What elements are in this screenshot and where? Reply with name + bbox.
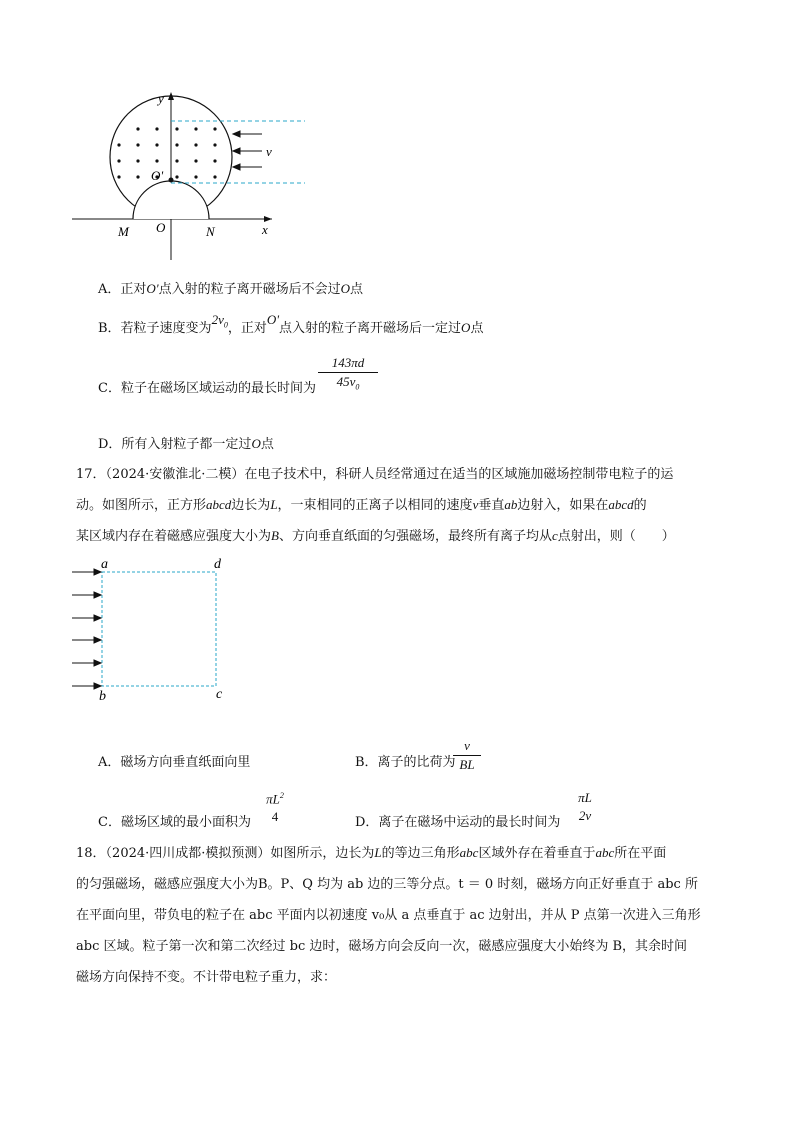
num-main: πL [266, 791, 280, 807]
q18-line-5: 磁场方向保持不变。不计带电粒子重力，求： [76, 970, 337, 985]
field-dot [117, 175, 120, 178]
n-label: N [206, 224, 215, 239]
q16-option-a [98, 278, 363, 297]
option-b-text: B．离子的比荷为 [355, 755, 456, 770]
option-b-prefix: B．若粒子速度变为 [98, 321, 212, 336]
field-dot [136, 175, 139, 178]
speed-2v0 [211, 312, 228, 330]
q16-option-b [98, 312, 484, 338]
arrow-head [94, 569, 101, 575]
fraction-v-over-bl [453, 738, 481, 773]
fraction-numerator: πL [578, 790, 592, 805]
fraction-pil2-over-4 [260, 791, 290, 825]
inner-semicircle [133, 181, 209, 219]
field-dot [175, 143, 178, 146]
arrow-head [94, 660, 101, 666]
arrow-head [94, 637, 101, 643]
option-a-prefix: A．正对 [98, 282, 147, 297]
x-axis-label: x [262, 222, 268, 237]
text: 如图所示，边长为 [270, 846, 375, 861]
q18-line-2: 的匀强磁场，磁感应强度大小为B。P、Q 均为 ab 边的三等分点。t ＝ 0 时刻，磁场方向正好垂直于 abc 所 [76, 877, 698, 892]
q18-line-4: abc 区域。粒子第一次和第二次经过 bc 边时，磁场方向会反向一次，磁感应强度大小始终为 B，其余时间 [76, 939, 688, 954]
corner-b: b [99, 689, 106, 704]
q17-option-d [355, 811, 560, 830]
field-dot [117, 159, 120, 162]
fraction-143pid [318, 355, 378, 392]
fraction-numerator [260, 791, 290, 808]
num-superscript: 2 [279, 791, 284, 800]
var-c: c [551, 528, 558, 543]
text: 的等边三角形 [381, 846, 460, 861]
field-dot [175, 127, 178, 130]
option-b-text: 点入射的粒子离开磁场后一定过 [279, 321, 462, 336]
field-dot [213, 143, 216, 146]
fraction-denominator: BL [459, 757, 475, 772]
velocity-arrows [233, 131, 262, 170]
point-o-prime: O' [146, 281, 159, 296]
option-d-prefix: D．所有入射粒子都一定过 [98, 437, 252, 452]
corner-a: a [101, 557, 108, 572]
y-axis-label: y [158, 91, 164, 106]
text: 边射入，如果在 [517, 498, 609, 513]
field-dot [175, 175, 178, 178]
field-dot [213, 175, 216, 178]
option-a-text: A．磁场方向垂直纸面向里 [98, 755, 251, 770]
option-c-text: C．磁场区域的最小面积为 [98, 815, 251, 830]
option-d-suffix: 点 [260, 437, 274, 452]
question-source: （2024·四川成都·模拟预测） [105, 846, 271, 861]
var-v: v [472, 497, 479, 512]
point-o: O [251, 436, 261, 451]
v-label: v [266, 144, 272, 159]
magnetic-field-circle-diagram [70, 88, 310, 268]
square-region-diagram [66, 552, 236, 704]
den-subscript: 0 [355, 382, 360, 392]
arrow-head [94, 615, 101, 621]
field-dot [194, 175, 197, 178]
question-number: 17． [76, 467, 106, 482]
field-dot [155, 127, 158, 130]
q16-option-c [98, 377, 316, 396]
m-label: M [118, 224, 129, 239]
var-b: B [271, 528, 279, 543]
q17-option-a [98, 751, 250, 770]
incoming-arrows [72, 569, 101, 689]
arrow-head [94, 592, 101, 598]
field-dot [136, 127, 139, 130]
field-dot [155, 159, 158, 162]
fraction-numerator: v [453, 738, 481, 756]
field-dot [136, 143, 139, 146]
text: 边长为 [231, 498, 271, 513]
question-source: （2024·安徽淮北·二模） [105, 467, 245, 482]
question-number: 18． [76, 846, 106, 861]
square-abcd [102, 572, 216, 686]
field-dot [155, 143, 158, 146]
q17-line-2 [76, 494, 647, 513]
q16-option-d [98, 433, 274, 452]
q18-line-1 [76, 842, 666, 861]
field-dot [194, 127, 197, 130]
var-abcd: abcd [608, 497, 634, 512]
field-dot [194, 143, 197, 146]
text: 动。如图所示，正方形 [76, 498, 207, 513]
corner-d: d [214, 557, 221, 572]
q18-line-3: 在平面向里，带负电的粒子在 abc 平面内以初速度 v₀从 a 点垂直于 ac 边射出，并从 P 点第一次进入三角形 [76, 908, 701, 923]
origin-label: O [156, 220, 166, 235]
center-label: O' [151, 168, 164, 183]
text: 某区域内存在着磁感应强度大小为 [76, 529, 272, 544]
var-ab: ab [504, 497, 518, 512]
option-d-text: D．离子在磁场中运动的最长时间为 [355, 815, 561, 830]
var-l: L [374, 845, 382, 860]
fraction-pil-over-2v [572, 790, 598, 824]
var-l: L [270, 497, 278, 512]
field-dot [175, 159, 178, 162]
fraction-denominator: 2v [578, 808, 592, 823]
q17-line-1 [76, 463, 673, 482]
text: ，一束相同的正离子以相同的速度 [277, 498, 473, 513]
field-dots [117, 127, 216, 178]
point-o-prime: O' [266, 312, 280, 327]
var-abc: abc [459, 845, 479, 860]
var-abc: abc [595, 845, 615, 860]
var-abcd: abcd [206, 497, 232, 512]
q17-option-b [355, 751, 456, 770]
text: 区域外存在着垂直于 [478, 846, 596, 861]
fraction-numerator: 143πd [318, 355, 378, 373]
text: 点射出，则（ ） [557, 529, 675, 544]
field-dot [194, 159, 197, 162]
field-dot [117, 143, 120, 146]
option-c-prefix: C．粒子在磁场区域运动的最长时间为 [98, 381, 316, 396]
field-dot [213, 159, 216, 162]
option-b-mid: ，正对 [227, 321, 267, 336]
text: 垂直 [478, 498, 505, 513]
corner-c: c [216, 687, 223, 702]
speed-subscript: 0 [223, 320, 228, 330]
text: 的 [633, 498, 647, 513]
option-a-text: 点入射的粒子离开磁场后不会过 [158, 282, 341, 297]
text: 所在平面 [614, 846, 667, 861]
fraction-denominator [318, 373, 378, 392]
q17-line-3 [76, 525, 675, 544]
question-text: 在电子技术中，科研人员经常通过在适当的区域施加磁场控制带电粒子的运 [244, 467, 674, 482]
option-b-suffix: 点 [470, 321, 484, 336]
field-dot [213, 127, 216, 130]
den-main: 45v [336, 374, 356, 389]
fraction-denominator: 4 [271, 809, 279, 825]
speed-value: 2v [211, 312, 224, 327]
point-o: O [340, 281, 350, 296]
text: 、方向垂直纸面的匀强磁场，最终所有离子均从 [278, 529, 552, 544]
point-o: O [461, 320, 471, 335]
field-dot [136, 159, 139, 162]
option-a-suffix: 点 [349, 282, 363, 297]
q17-option-c [98, 811, 251, 830]
